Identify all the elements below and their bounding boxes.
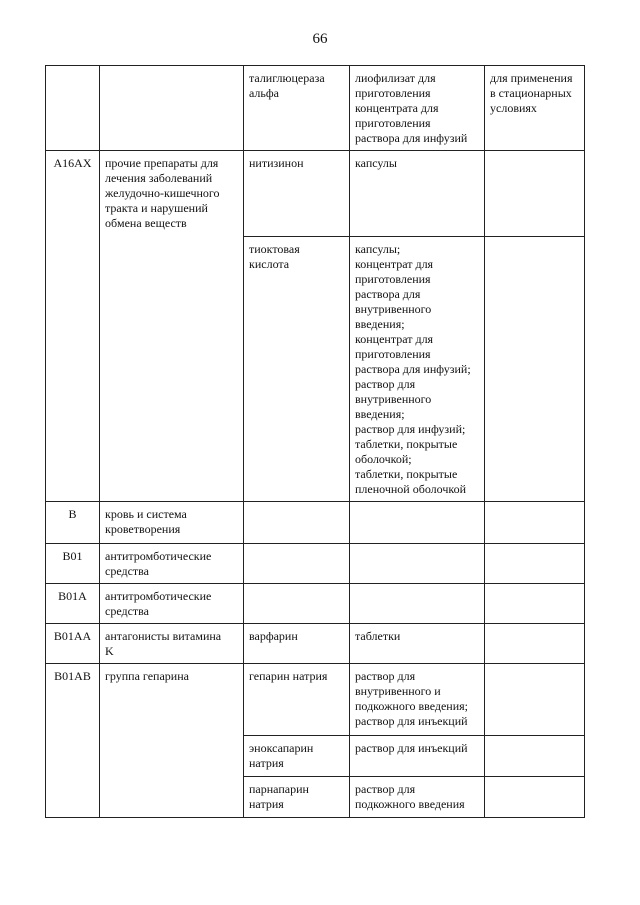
- drug-cell: гепарин натрия: [244, 664, 350, 736]
- table-row: [46, 584, 585, 624]
- form-cell: раствор для инъекций: [350, 736, 485, 777]
- form-cell: [350, 502, 485, 544]
- drug-cell: варфарин: [244, 624, 350, 664]
- group-cell: группа гепарина: [100, 664, 244, 818]
- table-row: [46, 664, 585, 736]
- drug-cell: парнапарин натрия: [244, 777, 350, 818]
- table-row: [46, 624, 585, 664]
- note-cell: [485, 237, 585, 502]
- drug-cell: [244, 584, 350, 624]
- form-cell: раствор для внутривенного и подкожного введения; раствор для инъекций: [350, 664, 485, 736]
- form-cell: таблетки: [350, 624, 485, 664]
- drug-cell: талиглюцераза альфа: [244, 66, 350, 151]
- form-cell: [350, 584, 485, 624]
- atc-code-cell: B01AB: [46, 664, 100, 818]
- atc-code-cell: [46, 66, 100, 151]
- table-row: [46, 151, 585, 237]
- drug-cell: эноксапарин натрия: [244, 736, 350, 777]
- group-cell: антагонисты витамина K: [100, 624, 244, 664]
- note-cell: [485, 584, 585, 624]
- drug-cell: [244, 502, 350, 544]
- atc-code-cell: B01A: [46, 584, 100, 624]
- form-cell: лиофилизат для приготовления концентрата для приготовления раствора для инфузий: [350, 66, 485, 151]
- atc-code-cell: A16AX: [46, 151, 100, 502]
- atc-code-cell: B01AA: [46, 624, 100, 664]
- form-cell: капсулы; концентрат для приготовления раствора для внутривенного введения; концентрат для приготовления раствора для инфузий; раствор для внутривенного введения; раствор для инфузий; таблетки, покрытые оболочкой; таблетки, покрытые пленочной оболочкой: [350, 237, 485, 502]
- group-cell: кровь и система кроветворения: [100, 502, 244, 544]
- note-cell: [485, 151, 585, 237]
- note-cell: [485, 502, 585, 544]
- form-cell: [350, 544, 485, 584]
- page-number: 66: [312, 31, 328, 47]
- form-cell: раствор для подкожного введения: [350, 777, 485, 818]
- table-row: [46, 502, 585, 544]
- group-cell: прочие препараты для лечения заболеваний желудочно-кишечного тракта и нарушений обмена веществ: [100, 151, 244, 502]
- note-cell: [485, 544, 585, 584]
- table-row: [46, 544, 585, 584]
- drug-cell: нитизинон: [244, 151, 350, 237]
- group-cell: антитромботические средства: [100, 584, 244, 624]
- group-cell: антитромботические средства: [100, 544, 244, 584]
- note-cell: для применения в стационарных условиях: [485, 66, 585, 151]
- table-row: [46, 66, 585, 151]
- atc-code-cell: B01: [46, 544, 100, 584]
- drug-cell: [244, 544, 350, 584]
- note-cell: [485, 777, 585, 818]
- drug-cell: тиоктовая кислота: [244, 237, 350, 502]
- form-cell: капсулы: [350, 151, 485, 237]
- drug-table: [45, 65, 585, 818]
- note-cell: [485, 664, 585, 736]
- note-cell: [485, 624, 585, 664]
- atc-code-cell: B: [46, 502, 100, 544]
- group-cell: [100, 66, 244, 151]
- note-cell: [485, 736, 585, 777]
